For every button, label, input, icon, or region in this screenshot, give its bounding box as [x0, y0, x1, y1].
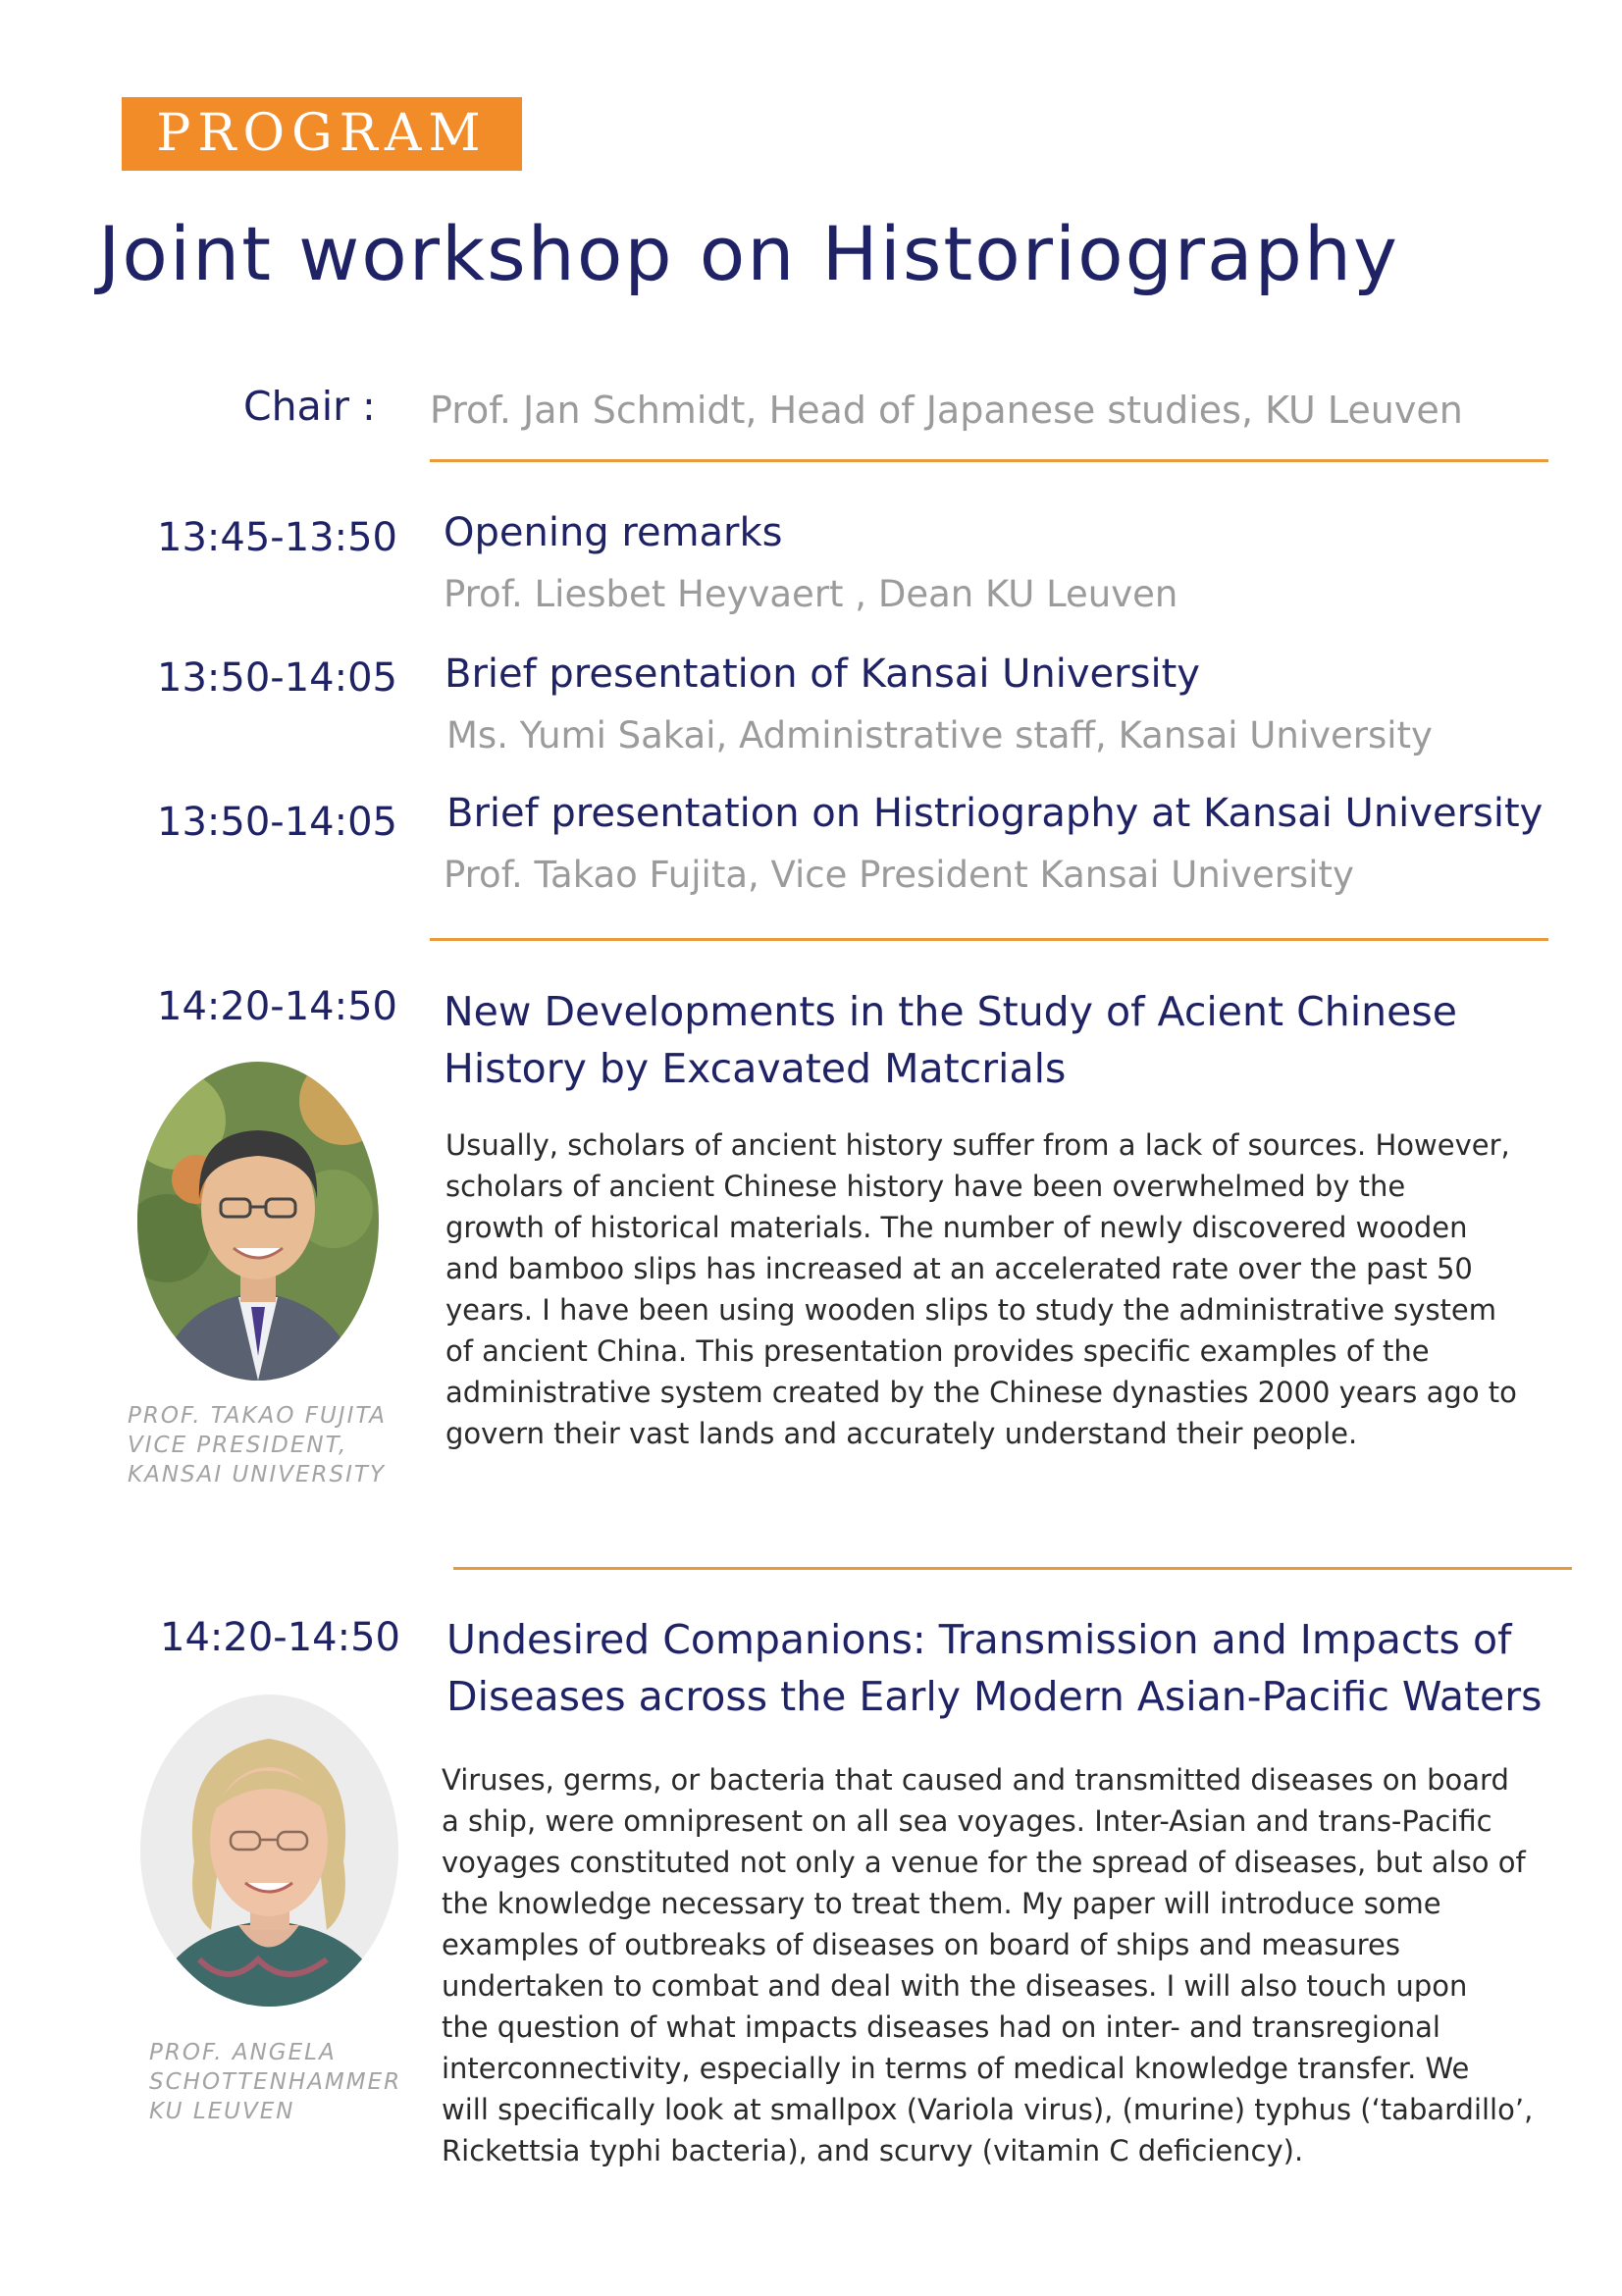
abstract-line: the knowledge necessary to treat them. My paper will introduce some — [442, 1887, 1441, 1920]
talk-title-line: Undesired Companions: Transmission and Impacts of — [446, 1616, 1512, 1663]
chair-label: Chair : — [243, 383, 376, 430]
speaker-caption — [128, 1401, 387, 1489]
talk-time: 14:20-14:50 — [160, 1615, 400, 1660]
session-speaker: Ms. Yumi Sakai, Administrative staff, Kansai University — [446, 714, 1433, 757]
divider — [430, 938, 1548, 941]
talk-abstract — [445, 1124, 1574, 1454]
talk-title-line: Diseases across the Early Modern Asian-Pacific Waters — [446, 1673, 1543, 1720]
page-title: Joint workshop on Historiography — [98, 210, 1400, 297]
session-time: 13:50-14:05 — [157, 655, 397, 701]
talk-title-line: History by Excavated Matcrials — [444, 1045, 1067, 1092]
session-title: Brief presentation on Histriography at Kansai University — [446, 791, 1544, 836]
speaker-caption — [149, 2038, 401, 2126]
speaker-photo-schottenhammer — [140, 1695, 398, 2007]
chair-name: Prof. Jan Schmidt, Head of Japanese studies, KU Leuven — [430, 389, 1463, 432]
abstract-line: Viruses, germs, or bacteria that caused and transmitted diseases on board — [442, 1763, 1509, 1797]
abstract-line: the question of what impacts diseases had on inter- and transregional — [442, 2010, 1440, 2044]
divider — [430, 459, 1548, 462]
abstract-line: of ancient China. This presentation provides specific examples of the — [445, 1334, 1430, 1368]
talk-title — [446, 1611, 1604, 1725]
abstract-line: scholars of ancient Chinese history have been overwhelmed by the — [445, 1170, 1406, 1203]
abstract-line: examples of outbreaks of diseases on board of ships and measures — [442, 1928, 1400, 1961]
abstract-line: Usually, scholars of ancient history suffer from a lack of sources. However, — [445, 1128, 1510, 1162]
caption-line: PROF. ANGELA — [149, 2040, 337, 2065]
talk-title-line: New Developments in the Study of Acient Chinese — [444, 988, 1457, 1035]
caption-line: KU LEUVEN — [149, 2099, 295, 2124]
caption-line: PROF. TAKAO FUJITA — [128, 1403, 388, 1429]
program-badge: PROGRAM — [122, 97, 522, 171]
session-title: Brief presentation of Kansai University — [445, 652, 1200, 697]
talk-time: 14:20-14:50 — [157, 984, 397, 1029]
session-speaker: Prof. Takao Fujita, Vice President Kansai University — [444, 854, 1354, 896]
abstract-line: administrative system created by the Chinese dynasties 2000 years ago to — [445, 1376, 1517, 1409]
abstract-line: a ship, were omnipresent on all sea voyages. Inter-Asian and trans-Pacific — [442, 1804, 1492, 1838]
abstract-line: Rickettsia typhi bacteria), and scurvy (vitamin C deficiency). — [442, 2134, 1304, 2167]
talk-abstract — [442, 1759, 1570, 2171]
abstract-line: will specifically look at smallpox (Variola virus), (murine) typhus (‘tabardillo’, — [442, 2093, 1534, 2126]
caption-line: KANSAI UNIVERSITY — [128, 1462, 387, 1487]
talk-title — [444, 983, 1601, 1097]
session-time: 13:45-13:50 — [157, 515, 397, 560]
abstract-line: years. I have been using wooden slips to study the administrative system — [445, 1293, 1497, 1327]
speaker-photo-fujita — [137, 1062, 379, 1381]
session-time: 13:50-14:05 — [157, 800, 397, 845]
abstract-line: govern their vast lands and accurately understand their people. — [445, 1417, 1358, 1450]
caption-line: VICE PRESIDENT, — [128, 1433, 348, 1458]
session-speaker: Prof. Liesbet Heyvaert , Dean KU Leuven — [444, 573, 1178, 615]
abstract-line: growth of historical materials. The number of newly discovered wooden — [445, 1211, 1468, 1244]
abstract-line: and bamboo slips has increased at an accelerated rate over the past 50 — [445, 1252, 1473, 1285]
divider — [453, 1567, 1572, 1570]
abstract-line: interconnectivity, especially in terms of medical knowledge transfer. We — [442, 2052, 1470, 2085]
abstract-line: undertaken to combat and deal with the diseases. I will also touch upon — [442, 1969, 1468, 2003]
session-title: Opening remarks — [444, 510, 783, 555]
caption-line: SCHOTTENHAMMER — [149, 2069, 402, 2095]
abstract-line: voyages constituted not only a venue for the spread of diseases, but also of — [442, 1846, 1526, 1879]
